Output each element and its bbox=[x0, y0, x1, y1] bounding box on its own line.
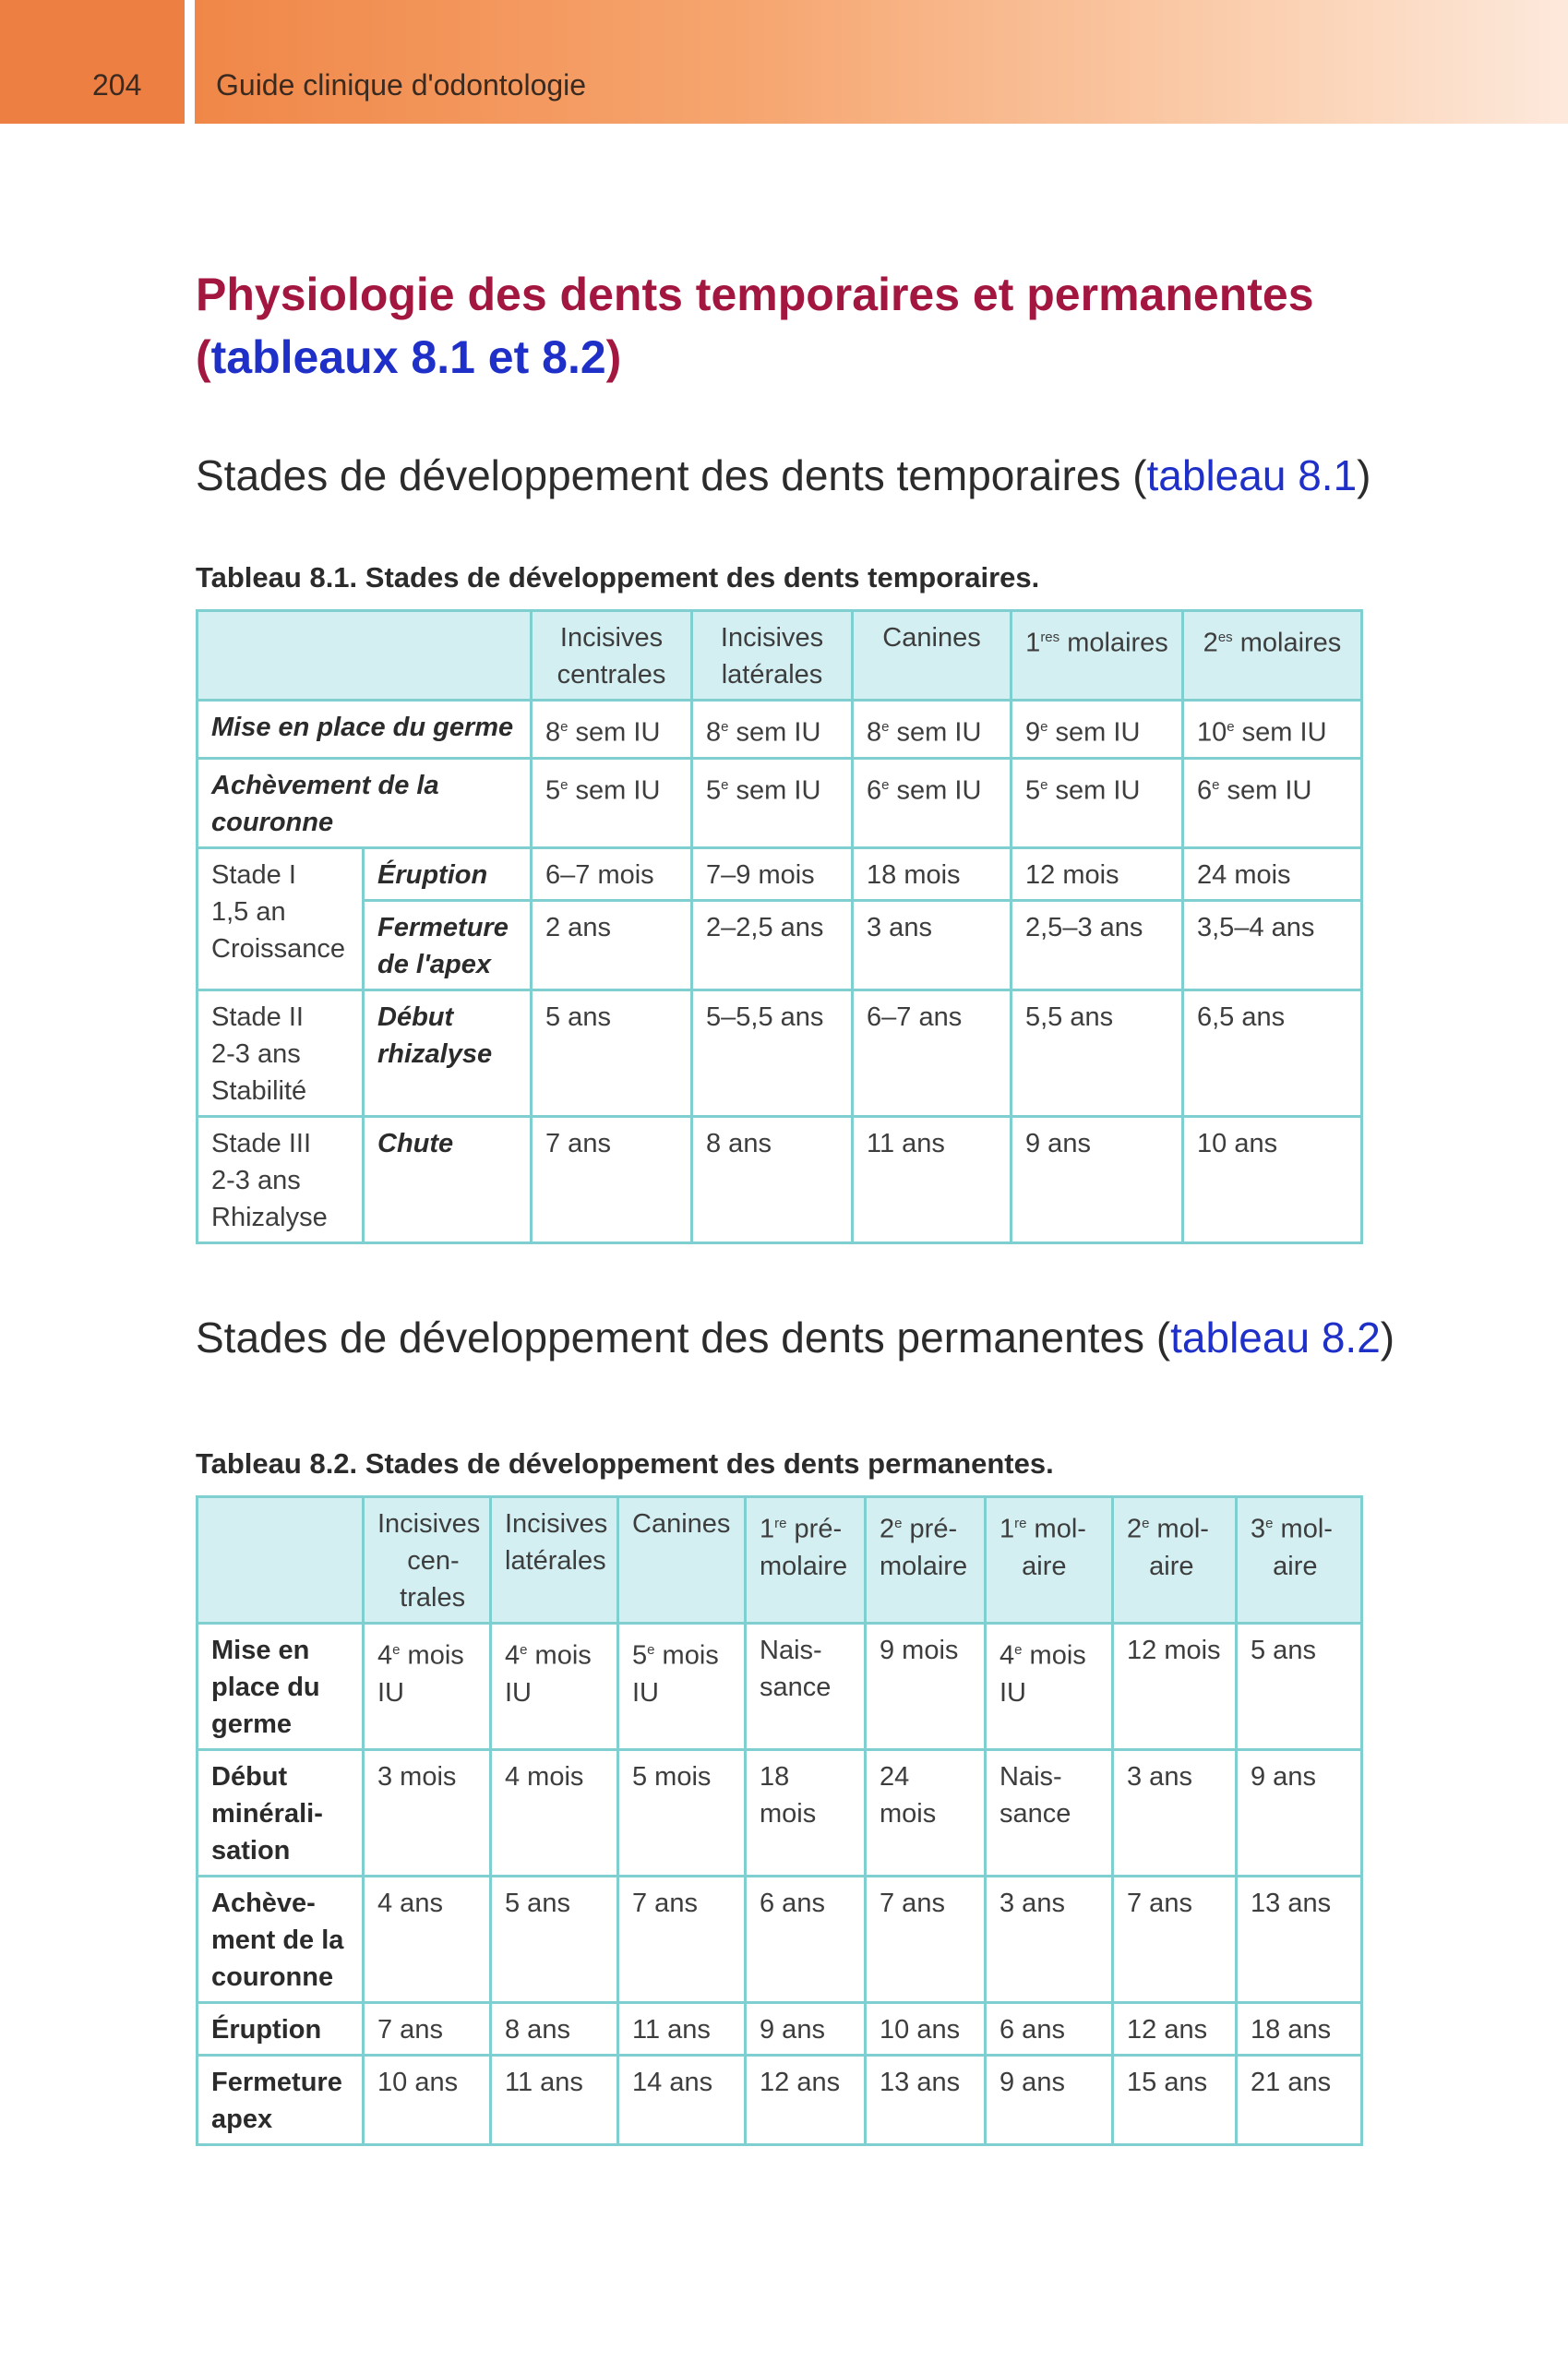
col-header: 2e mol- aire bbox=[1113, 1497, 1237, 1624]
main-title-text: Physiologie des dents temporaires et permanentes bbox=[196, 269, 1314, 320]
table-row: Stade I 1,5 an Croissance Éruption 6–7 mois 7–9 mois 18 mois 12 mois 24 mois bbox=[197, 847, 1362, 900]
page-number: 204 bbox=[92, 68, 142, 102]
table-8-1-link[interactable]: tableau 8.1 bbox=[1146, 451, 1358, 499]
header-band bbox=[195, 0, 1568, 124]
table2-caption: Tableau 8.2. Stades de développement des dents permanentes. bbox=[196, 1447, 1054, 1480]
col-header: 3e mol- aire bbox=[1237, 1497, 1362, 1624]
section-title-temporaires: Stades de développement des dents temporaires (tableau 8.1) bbox=[196, 451, 1371, 499]
col-header: Canines bbox=[618, 1497, 746, 1624]
col-header: Canines bbox=[853, 611, 1011, 701]
col-header: 1res molaires bbox=[1011, 611, 1183, 701]
table-row: Fermeture apex 10 ans 11 ans 14 ans 12 ans 13 ans 9 ans 15 ans 21 ans bbox=[197, 2056, 1362, 2145]
table-row: Mise en place du germe 8e sem IU 8e sem IU 8e sem IU 9e sem IU 10e sem IU bbox=[197, 701, 1362, 759]
col-header: $2^{es}$ molaires bbox=[1183, 611, 1362, 701]
tables-link[interactable]: tableaux 8.1 et 8.2 bbox=[210, 331, 606, 383]
page-header bbox=[0, 0, 1568, 124]
table2-header-row bbox=[197, 1497, 1362, 1624]
stage-cell: Stade I 1,5 an Croissance bbox=[197, 847, 364, 990]
col-header: 1re mol- aire bbox=[986, 1497, 1113, 1624]
table-row: Début minérali- sation 3 mois 4 mois 5 mois 18 mois 24 mois Nais- sance 3 ans 9 ans bbox=[197, 1750, 1362, 1877]
col-header: Incisives centrales bbox=[532, 611, 692, 701]
table1-header-row bbox=[197, 611, 1362, 701]
page-number-tab bbox=[0, 0, 185, 124]
col-header: 2e pré- molaire bbox=[866, 1497, 986, 1624]
table-row: Fermeture de l'apex 2 ans 2–2,5 ans 3 ans 2,5–3 ans 3,5–4 ans bbox=[197, 900, 1362, 990]
col-header: Incisives latérales bbox=[491, 1497, 618, 1624]
section-title-permanentes: Stades de développement des dents permanentes (tableau 8.2) bbox=[196, 1313, 1395, 1361]
table-row: Stade II 2-3 ans Stabilité Début rhizalyse 5 ans 5–5,5 ans 6–7 ans 5,5 ans 6,5 ans bbox=[197, 990, 1362, 1116]
table-permanentes bbox=[196, 1495, 1363, 2146]
stage-cell: Stade II 2-3 ans Stabilité bbox=[197, 990, 364, 1116]
table-row: Achève- ment de la couronne 4 ans 5 ans 7 ans 6 ans 7 ans 3 ans 7 ans 13 ans bbox=[197, 1877, 1362, 2003]
table-temporaires bbox=[196, 609, 1363, 1244]
stage-cell: Stade III 2-3 ans Rhizalyse bbox=[197, 1116, 364, 1242]
main-title: Physiologie des dents temporaires et permanentes (tableaux 8.1 et 8.2) bbox=[196, 269, 1314, 383]
table-row: Éruption 7 ans 8 ans 11 ans 9 ans 10 ans 6 ans 12 ans 18 ans bbox=[197, 2003, 1362, 2056]
col-header: 1re pré- molaire bbox=[746, 1497, 866, 1624]
running-title: Guide clinique d'odontologie bbox=[216, 68, 587, 102]
table-row: Stade III 2-3 ans Rhizalyse Chute 7 ans 8 ans 11 ans 9 ans 10 ans bbox=[197, 1116, 1362, 1242]
table-8-2-link[interactable]: tableau 8.2 bbox=[1170, 1313, 1381, 1361]
table-row: Achèvement de la couronne 5e sem IU 5e sem IU 6e sem IU 5e sem IU 6e sem IU bbox=[197, 758, 1362, 847]
table1-caption: Tableau 8.1. Stades de développement des dents temporaires. bbox=[196, 561, 1040, 594]
col-header: Incisives latérales bbox=[692, 611, 853, 701]
col-header: Incisives cen- trales bbox=[364, 1497, 491, 1624]
table-row: Mise en place du germe 4e mois IU 4e mois IU 5e mois IU Nais- sance 9 mois 4e mois IU 12 mois 5 ans bbox=[197, 1624, 1362, 1750]
